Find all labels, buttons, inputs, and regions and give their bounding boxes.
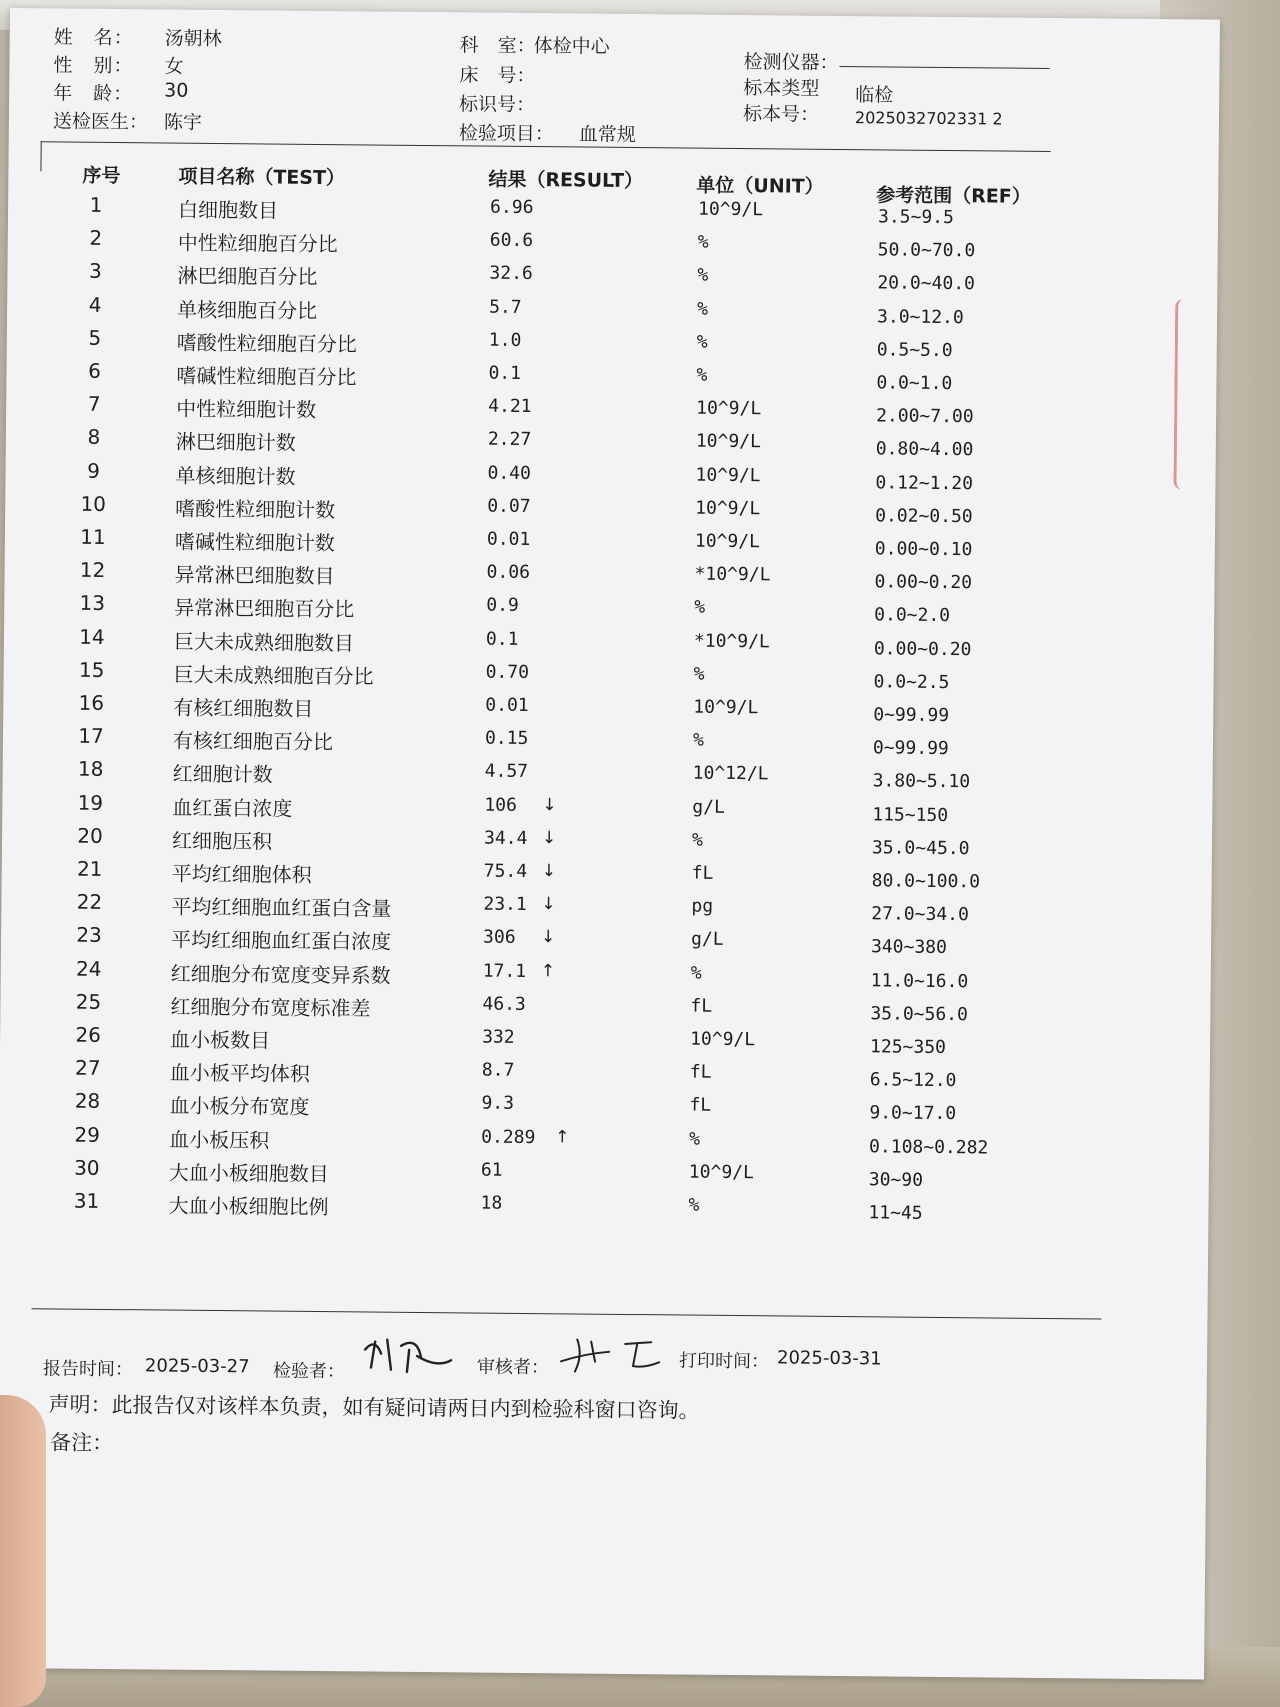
row-ref: 11.0~16.0 bbox=[870, 969, 969, 992]
sample-type-value: 临检 bbox=[855, 84, 894, 107]
row-no: 31 bbox=[73, 1188, 100, 1213]
row-test-name: 血红蛋白浓度 bbox=[172, 795, 293, 821]
row-test-name: 淋巴细胞计数 bbox=[175, 430, 296, 456]
row-unit: 10^12/L bbox=[692, 762, 769, 785]
row-result: 4.57 bbox=[484, 760, 529, 783]
row-test-name: 红细胞分布宽度变异系数 bbox=[170, 961, 391, 988]
tester-signature bbox=[357, 1327, 457, 1378]
row-test-name: 有核红细胞百分比 bbox=[172, 728, 334, 755]
row-flag-arrow-icon: ↓ bbox=[542, 794, 557, 815]
row-result: 60.6 bbox=[489, 229, 534, 252]
test-item-value: 血常规 bbox=[578, 123, 636, 147]
row-result: 61 bbox=[480, 1159, 503, 1181]
age-label: 年 龄： bbox=[53, 82, 134, 106]
row-result: 6.96 bbox=[490, 196, 534, 219]
row-unit: % bbox=[690, 962, 702, 984]
row-test-name: 嗜酸性粒细胞百分比 bbox=[176, 330, 357, 357]
row-ref: 3.5~9.5 bbox=[877, 206, 954, 229]
row-result: 17.1 bbox=[482, 960, 527, 982]
row-unit: % bbox=[689, 1128, 701, 1150]
row-ref: 20.0~40.0 bbox=[877, 272, 976, 295]
row-unit: g/L bbox=[692, 796, 725, 818]
dept-label: 科 室： bbox=[459, 34, 536, 58]
row-result: 332 bbox=[482, 1026, 515, 1048]
row-flag-arrow-icon: ↓ bbox=[541, 861, 557, 882]
row-test-name: 嗜碱性粒细胞计数 bbox=[174, 529, 335, 556]
row-result: 0.9 bbox=[486, 594, 519, 617]
row-no: 29 bbox=[74, 1122, 101, 1147]
row-unit: 10^9/L bbox=[695, 430, 761, 453]
row-result: 0.01 bbox=[486, 528, 531, 551]
row-ref: 0.0~1.0 bbox=[876, 372, 953, 395]
row-result: 46.3 bbox=[482, 993, 526, 1015]
report-time-label: 报告时间： bbox=[42, 1358, 134, 1381]
row-no: 21 bbox=[76, 856, 103, 881]
row-no: 20 bbox=[77, 823, 103, 848]
header-test: 项目名称（TEST） bbox=[178, 165, 346, 190]
row-test-name: 血小板平均体积 bbox=[169, 1060, 310, 1087]
row-result: 0.70 bbox=[485, 661, 530, 683]
row-ref: 9.0~17.0 bbox=[869, 1102, 957, 1125]
row-ref: 27.0~34.0 bbox=[871, 903, 969, 926]
sample-no-value: 2025032702331 2 bbox=[854, 108, 1003, 129]
header-ref: 参考范围（REF） bbox=[876, 184, 1031, 208]
row-result: 0.1 bbox=[485, 628, 519, 650]
row-ref: 0.0~2.5 bbox=[873, 671, 950, 693]
row-ref: 340~380 bbox=[870, 936, 947, 959]
row-unit: pg bbox=[691, 895, 714, 917]
row-test-name: 单核细胞计数 bbox=[175, 463, 296, 489]
sample-no-label: 标本号： bbox=[742, 103, 820, 126]
row-unit: g/L bbox=[690, 928, 724, 951]
row-flag-arrow-icon: ↑ bbox=[555, 1126, 570, 1148]
footer-rule bbox=[32, 1308, 1102, 1319]
row-unit: 10^9/L bbox=[695, 497, 761, 520]
row-no: 9 bbox=[87, 458, 101, 483]
row-no: 5 bbox=[88, 325, 102, 350]
row-test-name: 血小板数目 bbox=[169, 1027, 271, 1053]
row-result: 306 bbox=[482, 926, 516, 949]
row-test-name: 平均红细胞血红蛋白含量 bbox=[171, 894, 392, 921]
row-no: 16 bbox=[78, 690, 105, 715]
row-unit: 10^9/L bbox=[688, 1161, 754, 1183]
row-ref: 35.0~56.0 bbox=[870, 1003, 969, 1026]
doctor-label: 送检医生： bbox=[52, 110, 149, 134]
row-unit: 10^9/L bbox=[698, 198, 764, 221]
row-result: 1.0 bbox=[488, 329, 522, 351]
row-unit: 10^9/L bbox=[690, 1028, 756, 1051]
row-unit: % bbox=[693, 663, 705, 685]
row-no: 7 bbox=[87, 391, 101, 417]
tester-label: 检验者： bbox=[272, 1360, 346, 1383]
row-test-name: 血小板压积 bbox=[169, 1127, 270, 1153]
row-unit: *10^9/L bbox=[694, 563, 771, 586]
row-ref: 0.00~0.20 bbox=[873, 637, 972, 660]
row-result: 0.40 bbox=[487, 462, 532, 484]
instrument-label: 检测仪器： bbox=[743, 51, 839, 74]
header-result: 结果（RESULT） bbox=[488, 168, 644, 193]
row-result: 5.7 bbox=[489, 296, 522, 318]
row-ref: 0~99.99 bbox=[873, 704, 950, 727]
row-unit: fL bbox=[689, 1061, 712, 1083]
reviewer-signature bbox=[555, 1331, 665, 1376]
row-result: 0.15 bbox=[484, 727, 529, 750]
row-test-name: 嗜酸性粒细胞计数 bbox=[175, 496, 336, 522]
row-result: 0.289 bbox=[481, 1126, 536, 1148]
row-flag-arrow-icon: ↓ bbox=[541, 827, 557, 849]
header-no: 序号 bbox=[82, 164, 121, 188]
test-item-label: 检验项目： bbox=[458, 122, 554, 146]
row-ref: 0.108~0.282 bbox=[869, 1135, 989, 1159]
row-no: 25 bbox=[75, 989, 102, 1014]
row-no: 30 bbox=[74, 1155, 100, 1180]
row-unit: % bbox=[694, 596, 706, 619]
row-no: 8 bbox=[87, 425, 101, 450]
row-no: 4 bbox=[88, 292, 102, 317]
row-unit: % bbox=[691, 829, 703, 851]
row-test-name: 有核红细胞数目 bbox=[173, 695, 314, 721]
row-no: 10 bbox=[80, 491, 107, 516]
row-result: 75.4 bbox=[483, 860, 528, 883]
row-test-name: 平均红细胞血红蛋白浓度 bbox=[170, 927, 392, 955]
row-no: 17 bbox=[78, 723, 104, 749]
sample-type-label: 标本类型 bbox=[743, 77, 820, 100]
row-ref: 0.5~5.0 bbox=[876, 339, 953, 361]
row-ref: 0.02~0.50 bbox=[875, 505, 973, 528]
row-ref: 0.80~4.00 bbox=[875, 438, 974, 461]
row-flag-arrow-icon: ↓ bbox=[541, 894, 556, 915]
bed-label: 床 号： bbox=[459, 64, 536, 88]
row-unit: fL bbox=[689, 1094, 712, 1117]
lab-report-sheet bbox=[0, 8, 1220, 1680]
row-test-name: 中性粒细胞百分比 bbox=[177, 230, 338, 257]
row-unit: 10^9/L bbox=[693, 696, 759, 719]
row-unit: % bbox=[696, 364, 708, 386]
row-ref: 35.0~45.0 bbox=[871, 837, 970, 860]
row-ref: 50.0~70.0 bbox=[877, 239, 976, 262]
row-result: 0.07 bbox=[487, 495, 531, 517]
header-unit: 单位（UNIT） bbox=[696, 174, 824, 198]
row-no: 2 bbox=[89, 225, 103, 251]
row-result: 8.7 bbox=[481, 1059, 515, 1082]
patient-gender: 女 bbox=[164, 55, 184, 78]
row-no: 11 bbox=[80, 524, 106, 549]
row-flag-arrow-icon: ↓ bbox=[541, 927, 556, 948]
row-ref: 0.0~2.0 bbox=[874, 604, 951, 627]
row-unit: % bbox=[688, 1194, 700, 1216]
row-unit: fL bbox=[691, 862, 714, 884]
row-result: 0.1 bbox=[488, 362, 522, 384]
row-test-name: 红细胞计数 bbox=[172, 761, 273, 787]
row-unit: 10^9/L bbox=[694, 530, 761, 553]
row-test-name: 红细胞分布宽度标准差 bbox=[170, 994, 371, 1021]
row-ref: 80.0~100.0 bbox=[871, 870, 981, 893]
red-stamp-edge bbox=[1173, 299, 1200, 489]
name-label: 姓 名： bbox=[53, 26, 134, 50]
row-result: 2.27 bbox=[487, 428, 532, 451]
row-result: 0.06 bbox=[486, 561, 531, 584]
row-result: 4.21 bbox=[488, 395, 532, 418]
row-test-name: 红细胞压积 bbox=[171, 828, 273, 854]
row-test-name: 中性粒细胞计数 bbox=[176, 396, 317, 423]
remark-label: 备注： bbox=[50, 1430, 114, 1456]
row-no: 13 bbox=[79, 591, 106, 616]
row-no: 28 bbox=[74, 1089, 101, 1114]
report-time-value: 2025-03-27 bbox=[144, 1355, 250, 1378]
row-ref: 115~150 bbox=[872, 803, 949, 826]
row-ref: 11~45 bbox=[868, 1202, 923, 1224]
row-result: 32.6 bbox=[489, 263, 533, 285]
dept-value: 体检中心 bbox=[533, 35, 610, 58]
row-unit: % bbox=[697, 298, 709, 320]
gender-label: 性 别： bbox=[53, 54, 134, 78]
row-no: 15 bbox=[78, 657, 105, 682]
row-result: 34.4 bbox=[483, 827, 528, 849]
row-test-name: 淋巴细胞百分比 bbox=[177, 264, 318, 290]
row-ref: 6.5~12.0 bbox=[869, 1069, 957, 1092]
id-label: 标识号： bbox=[458, 93, 536, 117]
row-unit: 10^9/L bbox=[695, 464, 761, 486]
row-unit: *10^9/L bbox=[693, 630, 770, 652]
row-unit: % bbox=[697, 231, 709, 253]
row-no: 12 bbox=[79, 557, 106, 583]
row-no: 24 bbox=[75, 956, 102, 981]
row-test-name: 白细胞数目 bbox=[177, 197, 279, 223]
reviewer-label: 审核者： bbox=[476, 1356, 550, 1379]
row-test-name: 单核细胞百分比 bbox=[177, 297, 318, 323]
row-no: 23 bbox=[76, 923, 102, 948]
print-time-value: 2025-03-31 bbox=[776, 1347, 882, 1370]
row-unit: fL bbox=[690, 995, 713, 1017]
row-test-name: 巨大未成熟细胞数目 bbox=[173, 629, 355, 655]
row-unit: % bbox=[696, 331, 708, 353]
row-unit: % bbox=[692, 729, 704, 751]
row-ref: 2.00~7.00 bbox=[876, 405, 974, 428]
row-result: 106 bbox=[484, 794, 517, 816]
doctor-name: 陈宇 bbox=[163, 111, 203, 134]
row-no: 19 bbox=[77, 790, 104, 815]
row-result: 9.3 bbox=[481, 1092, 515, 1115]
row-no: 3 bbox=[88, 259, 102, 284]
row-test-name: 异常淋巴细胞数目 bbox=[174, 562, 335, 589]
instrument-underline bbox=[839, 66, 1049, 69]
row-ref: 30~90 bbox=[868, 1169, 924, 1191]
row-unit: % bbox=[697, 265, 709, 287]
row-flag-arrow-icon: ↑ bbox=[540, 960, 556, 981]
row-test-name: 嗜碱性粒细胞百分比 bbox=[176, 363, 357, 390]
row-test-name: 异常淋巴细胞百分比 bbox=[174, 595, 355, 622]
row-result: 18 bbox=[480, 1192, 503, 1214]
row-ref: 0.12~1.20 bbox=[875, 471, 974, 494]
row-no: 22 bbox=[76, 889, 103, 915]
row-ref: 125~350 bbox=[869, 1036, 947, 1059]
row-result: 23.1 bbox=[483, 893, 527, 916]
row-test-name: 大血小板细胞比例 bbox=[168, 1193, 329, 1220]
row-test-name: 血小板分布宽度 bbox=[169, 1093, 310, 1120]
row-ref: 0.00~0.10 bbox=[874, 538, 973, 561]
row-no: 1 bbox=[89, 192, 103, 217]
row-ref: 3.0~12.0 bbox=[876, 305, 964, 328]
row-no: 14 bbox=[79, 624, 105, 649]
row-no: 26 bbox=[75, 1022, 101, 1047]
row-result: 0.01 bbox=[485, 694, 529, 717]
patient-age: 30 bbox=[164, 79, 189, 102]
print-time-label: 打印时间： bbox=[678, 1350, 770, 1373]
row-ref: 0~99.99 bbox=[872, 737, 949, 760]
row-no: 27 bbox=[74, 1055, 101, 1081]
row-test-name: 巨大未成熟细胞百分比 bbox=[173, 662, 374, 689]
row-ref: 0.00~0.20 bbox=[874, 571, 973, 594]
row-no: 18 bbox=[77, 757, 104, 782]
row-test-name: 平均红细胞体积 bbox=[171, 861, 312, 887]
finger-holding-paper bbox=[0, 1395, 46, 1707]
table-left-edge bbox=[40, 141, 41, 171]
statement: 声明：此报告仅对该样本负责，如有疑问请两日内到检验科窗口咨询。 bbox=[48, 1392, 700, 1423]
row-test-name: 大血小板细胞数目 bbox=[168, 1160, 329, 1186]
patient-name: 汤朝林 bbox=[164, 27, 222, 51]
row-unit: 10^9/L bbox=[696, 397, 762, 420]
row-ref: 3.80~5.10 bbox=[872, 770, 971, 793]
row-no: 6 bbox=[88, 358, 101, 383]
